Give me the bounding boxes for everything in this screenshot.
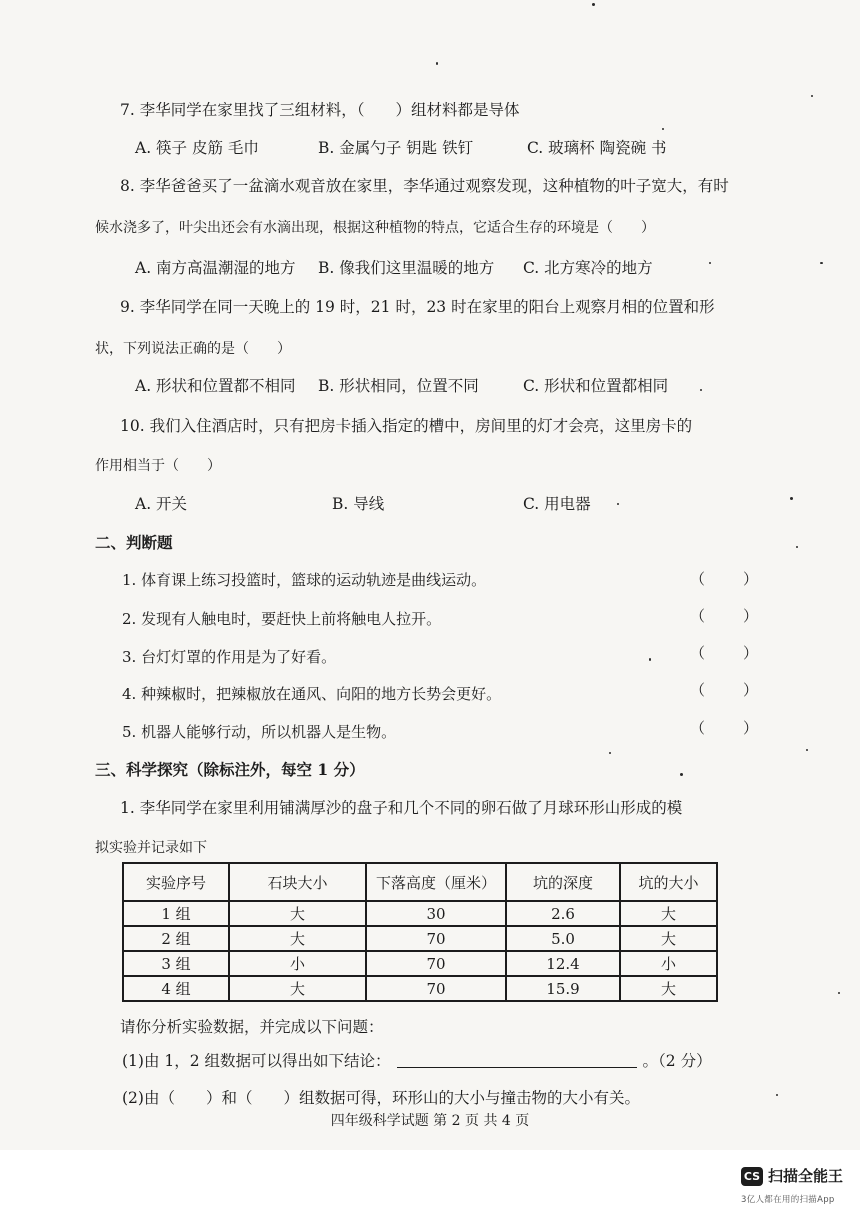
table-row	[123, 976, 717, 1001]
q8-option-a: A. 南方高温潮湿的地方	[135, 259, 296, 277]
analysis-prompt: 请你分析实验数据，并完成以下问题：	[120, 1018, 384, 1036]
scan-speck	[838, 992, 840, 994]
camscanner-name: 扫描全能王	[768, 1167, 844, 1185]
judge-item-5: 5. 机器人能够行动，所以机器人是生物。	[122, 723, 397, 741]
table-cell: 2.6	[506, 901, 620, 926]
scan-speck	[436, 62, 438, 65]
q8-stem-continued: 候水浇多了，叶尖出还会有水滴出现，根据这种植物的特点，它适合生存的环境是（ ）	[95, 220, 655, 236]
table-header-cell: 坑的大小	[620, 863, 717, 901]
subquestion-1-prefix: (1)由 1，2 组数据可以得出如下结论：	[122, 1052, 391, 1070]
q10-option-b: B. 导线	[332, 495, 385, 513]
judge-answer-1: （ ）	[690, 570, 759, 588]
scan-speck	[680, 773, 683, 776]
section2-title: 二、判断题	[95, 533, 173, 552]
table-cell: 小	[229, 951, 366, 976]
scan-speck	[776, 1094, 778, 1096]
q7-stem: 7. 李华同学在家里找了三组材料，（ ）组材料都是导体	[120, 101, 520, 119]
scan-speck	[609, 752, 611, 754]
table-cell: 30	[366, 901, 506, 926]
q9-stem-continued: 状，下列说法正确的是（ ）	[95, 341, 291, 357]
q7-option-a: A. 筷子 皮筋 毛巾	[135, 139, 259, 157]
subquestion-1-suffix: 。（2 分）	[642, 1052, 712, 1070]
table-cell: 70	[366, 926, 506, 951]
subquestion-1	[122, 1051, 712, 1071]
q9-option-a: A. 形状和位置都不相同	[135, 377, 296, 395]
table-cell: 70	[366, 951, 506, 976]
table-cell: 15.9	[506, 976, 620, 1001]
q8-option-b: B. 像我们这里温暖的地方	[318, 259, 495, 277]
judge-item-3: 3. 台灯灯罩的作用是为了好看。	[122, 648, 337, 666]
experiment-table	[122, 862, 718, 1002]
scan-speck	[709, 262, 711, 264]
table-row	[123, 926, 717, 951]
table-cell: 12.4	[506, 951, 620, 976]
q9-stem: 9. 李华同学在同一天晚上的 19 时，21 时，23 时在家里的阳台上观察月相的位置和形	[120, 298, 715, 316]
table-header-cell: 石块大小	[229, 863, 366, 901]
table-cell: 大	[620, 901, 717, 926]
table-row	[123, 901, 717, 926]
table-row	[123, 951, 717, 976]
q9-option-b: B. 形状相同，位置不同	[318, 377, 479, 395]
table-cell: 5.0	[506, 926, 620, 951]
scan-speck	[700, 389, 702, 391]
section3-title: 三、科学探究（除标注外，每空 1 分）	[95, 760, 365, 779]
judge-answer-3: （ ）	[690, 644, 759, 662]
answer-blank[interactable]	[397, 1067, 637, 1068]
scan-speck	[820, 262, 823, 264]
subquestion-2: (2)由（ ）和（ ）组数据可得，环形山的大小与撞击物的大小有关。	[122, 1089, 640, 1107]
table-cell: 4 组	[123, 976, 229, 1001]
scan-speck	[649, 658, 651, 661]
table-header-row	[123, 863, 717, 901]
page-footer: 四年级科学试题 第 2 页 共 4 页	[330, 1113, 530, 1129]
table-cell: 1 组	[123, 901, 229, 926]
table-cell: 2 组	[123, 926, 229, 951]
q10-option-a: A. 开关	[135, 495, 188, 513]
q8-stem: 8. 李华爸爸买了一盆滴水观音放在家里，李华通过观察发现，这种植物的叶子宽大，有时	[120, 177, 729, 195]
table-header-cell: 下落高度（厘米）	[366, 863, 506, 901]
table-header-cell: 实验序号	[123, 863, 229, 901]
q8-option-c: C. 北方寒冷的地方	[523, 259, 653, 277]
judge-item-1: 1. 体育课上练习投篮时，篮球的运动轨迹是曲线运动。	[122, 571, 487, 589]
q7-option-b: B. 金属勺子 钥匙 铁钉	[318, 139, 474, 157]
judge-answer-2: （ ）	[690, 607, 759, 625]
scan-speck	[790, 497, 793, 500]
scan-speck	[796, 546, 798, 548]
camscanner-tagline: 3亿人都在用的扫描App	[741, 1195, 835, 1205]
table-cell: 70	[366, 976, 506, 1001]
judge-item-4: 4. 种辣椒时，把辣椒放在通风、向阳的地方长势会更好。	[122, 685, 502, 703]
table-cell: 大	[229, 926, 366, 951]
scan-speck	[592, 3, 595, 6]
judge-answer-5: （ ）	[690, 719, 759, 737]
scan-speck	[617, 503, 619, 505]
q10-stem: 10. 我们入住酒店时，只有把房卡插入指定的槽中，房间里的灯才会亮，这里房卡的	[120, 417, 693, 435]
judge-item-2: 2. 发现有人触电时，要赶快上前将触电人拉开。	[122, 610, 442, 628]
section3-q1-stem: 1. 李华同学在家里利用铺满厚沙的盘子和几个不同的卵石做了月球环形山形成的模	[120, 799, 683, 817]
table-cell: 大	[620, 926, 717, 951]
table-cell: 大	[229, 976, 366, 1001]
table-cell: 小	[620, 951, 717, 976]
table-cell: 3 组	[123, 951, 229, 976]
table-cell: 大	[620, 976, 717, 1001]
scan-speck	[806, 749, 808, 751]
table-header-cell: 坑的深度	[506, 863, 620, 901]
q7-option-c: C. 玻璃杯 陶瓷碗 书	[527, 139, 667, 157]
q10-option-c: C. 用电器	[523, 495, 591, 513]
q10-stem-continued: 作用相当于（ ）	[95, 458, 221, 474]
camscanner-logo-icon: CS	[741, 1167, 763, 1186]
table-cell: 大	[229, 901, 366, 926]
scan-speck	[662, 128, 664, 130]
section3-q1-stem-continued: 拟实验并记录如下	[95, 840, 207, 856]
judge-answer-4: （ ）	[690, 681, 759, 699]
scan-speck	[811, 95, 813, 97]
q9-option-c: C. 形状和位置都相同	[523, 377, 669, 395]
